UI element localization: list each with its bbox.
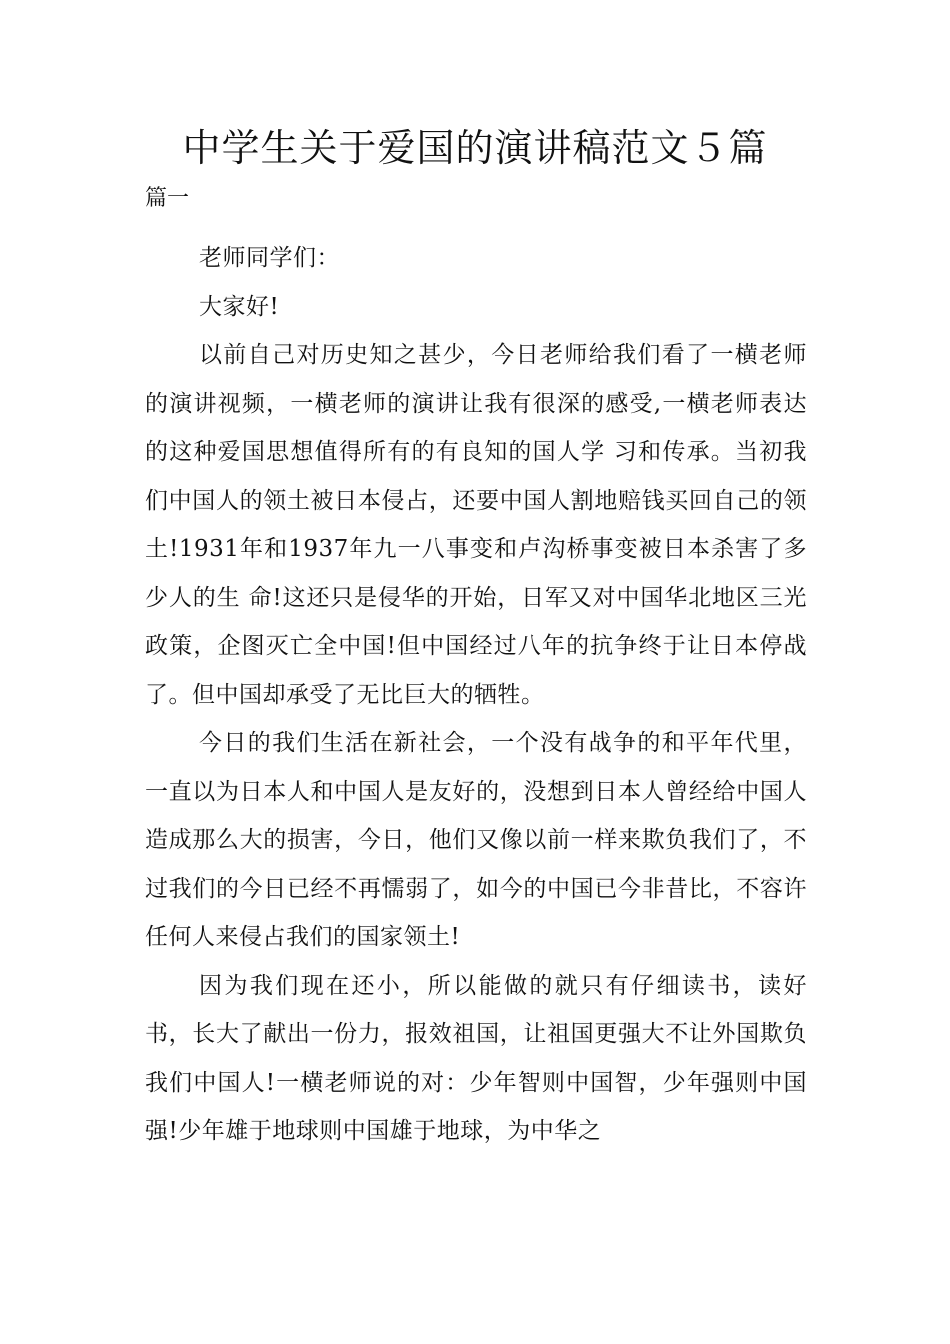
paragraph-greeting-teachers: 老师同学们： xyxy=(199,245,341,271)
paragraph-greeting-all: 大家好! xyxy=(199,293,280,320)
section-label: 篇一 xyxy=(145,186,190,211)
paragraph-study: 因为我们现在还小，所以能做的就只有仔细读书，读好书，长大了献出一份力，报效祖国，让祖国更强大不让外国欺负我们中国人!一横老师说的对：少年智则中国智，少年强则中国强!少年雄于地球则中国雄于地球，为中华之 xyxy=(145,972,807,1144)
paragraph-today: 今日的我们生活在新社会，一个没有战争的和平年代里，一直以为日本人和中国人是友好的，没想到日本人曾经给中国人造成那么大的损害，今日，他们又像以前一样来欺负我们了，不过我们的今日已经不再懦弱了，如今的中国已今非昔比，不容许任何人来侵占我们的国家领土! xyxy=(145,730,807,950)
paragraph-history: 以前自己对历史知之甚少，今日老师给我们看了一横老师的演讲视频，一横老师的演讲让我有很深的感受,一横老师表达的这种爱国思想值得所有的有良知的国人学 习和传承。当初我们中国人的领土被日本侵占，还要中国人割地赔钱买回自己的领土!1931年和1937年九一八事变和卢沟桥事变被日本杀害了多少人的生 命!这还只是侵华的开始，日军又对中国华北地区三光政策，企图灭亡全中国!但中国经过八年的抗争终于让日本停战了。但中国却承受了无比巨大的牺牲。 xyxy=(145,342,807,708)
document-title: 中学生关于爱国的演讲稿范文５篇 xyxy=(182,126,768,170)
document-body xyxy=(145,234,807,1156)
